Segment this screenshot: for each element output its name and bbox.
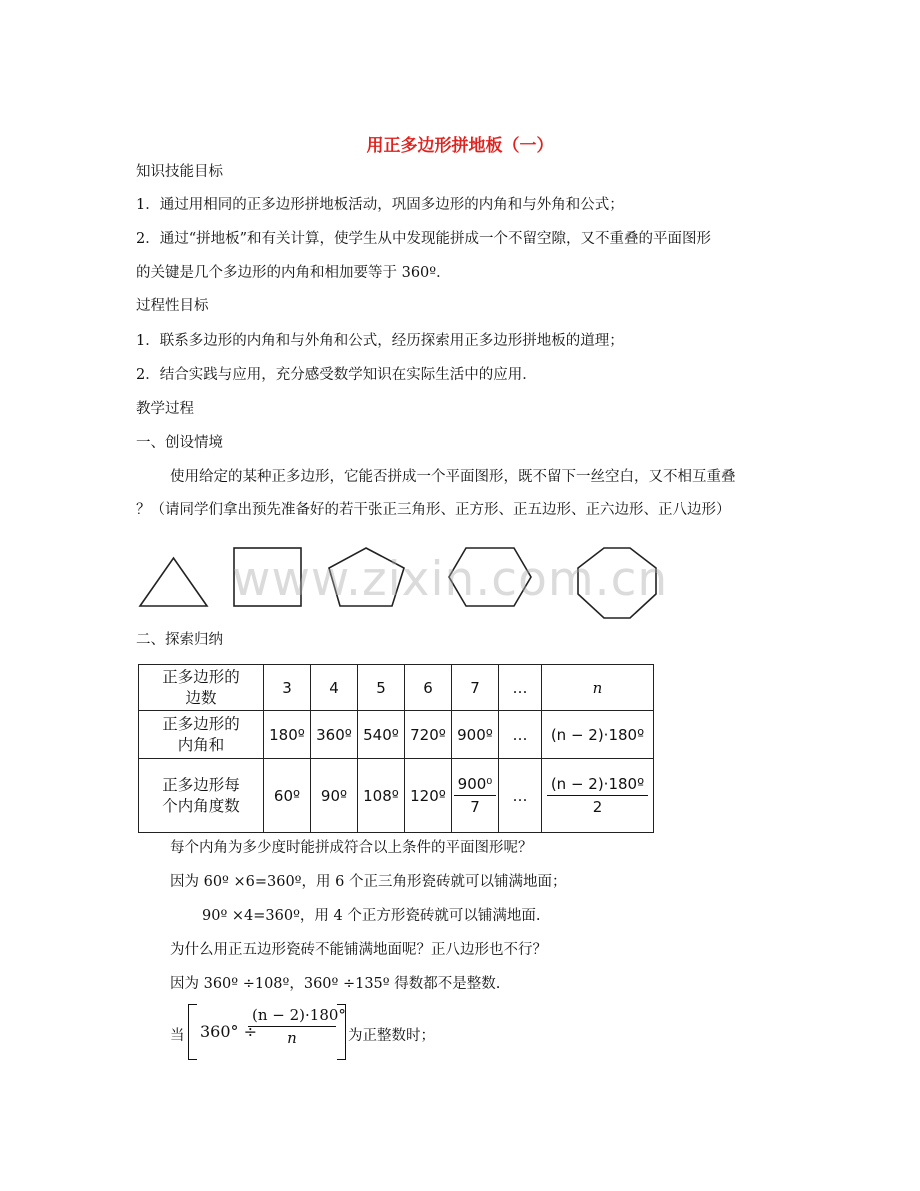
table-cell: 108º (358, 759, 405, 833)
polygon-angle-table (138, 664, 654, 833)
part1-text-line-2: ？（请同学们拿出预先准备好的若干张正三角形、正方形、正五边形、正六边形、正八边形） (136, 502, 731, 518)
fraction (248, 1006, 346, 1047)
row-header-line: 个内角度数 (162, 796, 240, 815)
process-heading: 过程性目标 (136, 298, 209, 314)
answer-3: 因为 360º ÷108º，360º ÷135º 得数都不是整数. (170, 976, 501, 992)
table-cell: … (499, 665, 542, 711)
table-cell: … (499, 711, 542, 759)
row-header-line: 正多边形的 (162, 714, 240, 733)
row-header (139, 759, 264, 833)
table-cell: 60º (264, 759, 311, 833)
row-header (139, 711, 264, 759)
knowledge-item-2-line-2: 的关键是几个多边形的内角和相加要等于 360º． (136, 265, 451, 281)
row-header-line: 内角和 (177, 735, 225, 754)
table-row-angle-sum (139, 711, 654, 759)
answer-1: 因为 60º ×6=360º，用 6 个正三角形瓷砖就可以铺满地面； (170, 874, 567, 890)
page-title: 用正多边形拼地板（一） (366, 136, 554, 156)
fraction (454, 775, 497, 816)
fraction-denominator: 2 (592, 798, 603, 816)
table-cell: … (499, 759, 542, 833)
formula-suffix: 为正整数时； (348, 1028, 435, 1044)
table-cell: 3 (264, 665, 311, 711)
table-cell: 360º (311, 711, 358, 759)
knowledge-item-1: 1．通过用相同的正多边形拼地板活动，巩固多边形的内角和与外角和公式； (136, 197, 624, 213)
fraction-numerator: (n − 2)·180º (547, 775, 648, 796)
table-row-each-angle (139, 759, 654, 833)
formula-left: 360° ÷ (200, 1022, 258, 1041)
table-cell: 5 (358, 665, 405, 711)
teaching-heading: 教学过程 (136, 401, 194, 417)
part1-heading: 一、创设情境 (136, 435, 223, 451)
question-2: 为什么用正五边形瓷砖不能铺满地面呢？正八边形也不行？ (170, 942, 547, 958)
row-header-line: 正多边形的 (162, 667, 240, 686)
fraction-numerator: (n − 2)·180° (248, 1006, 336, 1027)
table-cell: 90º (311, 759, 358, 833)
table-cell: (n − 2)·180º (542, 711, 654, 759)
table-row-sides (139, 665, 654, 711)
table-cell: 6 (405, 665, 452, 711)
fraction-denominator: n (287, 1029, 297, 1047)
fraction-denominator: 7 (470, 798, 480, 816)
table-cell: 540º (358, 711, 405, 759)
table-cell: 720º (405, 711, 452, 759)
watermark: www.zixin.com.cn (232, 552, 669, 607)
row-header-line: 边数 (185, 688, 217, 707)
table-cell: 120º (405, 759, 452, 833)
table-cell: 7 (452, 665, 499, 711)
table-cell: n (542, 665, 654, 711)
table-cell: 900º (452, 711, 499, 759)
row-header (139, 665, 264, 711)
answer-2: 90º ×4=360º，用 4 个正方形瓷砖就可以铺满地面. (202, 908, 541, 924)
part1-text-line-1: 使用给定的某种正多边形，它能否拼成一个平面图形，既不留下一丝空白，又不相互重叠 (170, 469, 736, 485)
question-1: 每个内角为多少度时能拼成符合以上条件的平面图形呢？ (170, 840, 533, 856)
knowledge-item-2-line-1: 2．通过“拼地板”和有关计算，使学生从中发现能拼成一个不留空隙，又不重叠的平面图形 (136, 231, 712, 247)
part2-heading: 二、探索归纳 (136, 632, 223, 648)
row-header-line: 正多边形每 (162, 775, 240, 794)
formula-prefix: 当 (170, 1028, 185, 1044)
table-cell: 4 (311, 665, 358, 711)
process-item-1: 1．联系多边形的内角和与外角和公式，经历探索用正多边形拼地板的道理； (136, 333, 624, 349)
formula-fraction (248, 1006, 346, 1047)
fraction-numerator: 900⁰ (454, 775, 497, 796)
triangle-icon (140, 558, 207, 606)
process-item-2: 2．结合实践与应用，充分感受数学知识在实际生活中的应用． (136, 367, 537, 383)
table-cell: 180º (264, 711, 311, 759)
fraction (547, 775, 648, 816)
right-bracket (337, 1004, 346, 1060)
left-bracket (188, 1004, 197, 1060)
knowledge-heading: 知识技能目标 (136, 164, 223, 180)
table-cell-fraction (452, 759, 499, 833)
table-cell-fraction (542, 759, 654, 833)
